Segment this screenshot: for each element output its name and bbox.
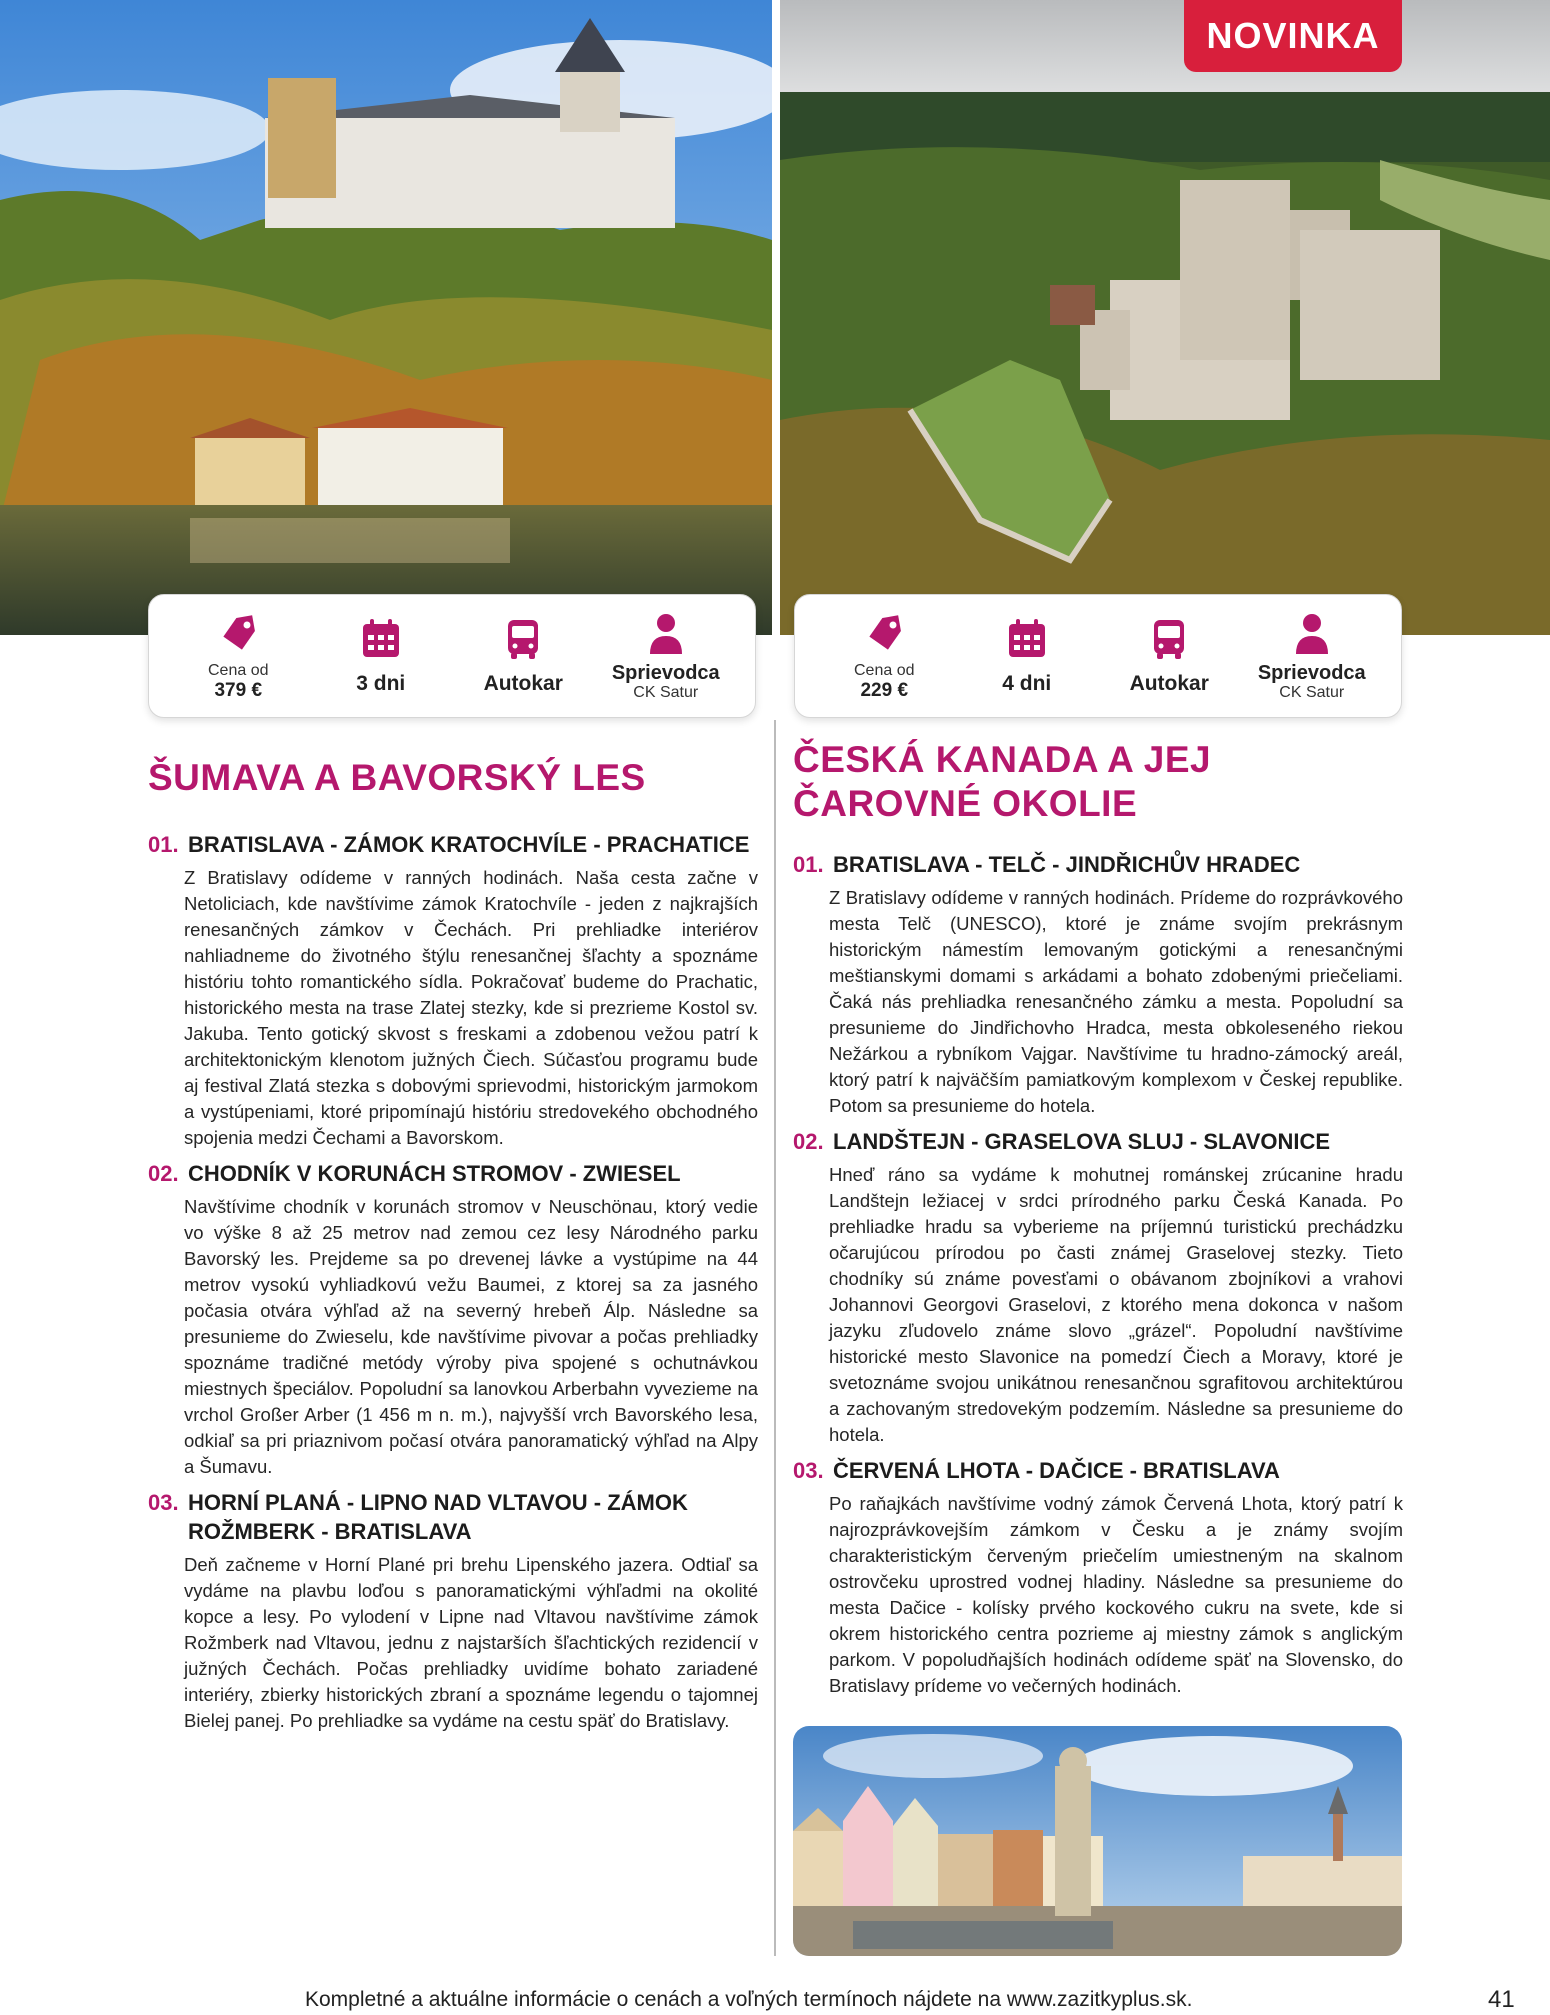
itinerary-day (148, 1488, 758, 1734)
left-tour-column (148, 756, 758, 1742)
new-badge: NOVINKA (1184, 0, 1402, 72)
price-info (814, 610, 954, 702)
day-description: Deň začneme v Horní Plané pri brehu Lipenského jazera. Odtiaľ sa vydáme na plavbu loďou s panoramatickými výhľadmi na okolité kopce a lesy. Po vylodení v Lipne nad Vltavou navštívime zámok Rožmberk nad Vltavou, jednu z najstarších šľachtických rezidencií v južných Čechách. Počas prehliadky uvidíme bohato zariadené interiéry, zbierky historických zbraní a spoznáme legendu o tajomnej Bielej panej. Po prehliadke sa vydáme na cestu späť do Bratislavy. (184, 1554, 758, 1731)
guide-info (596, 610, 736, 702)
day-description: Z Bratislavy odídeme v ranných hodinách. Prídeme do rozprávkového mesta Telč (UNESCO), ktoré je známe svojím prekrásnym historickým námestím lemovaným gotickými a renesančnými meštianskymi domami s arkádami a bohato zdobenými priečeliami. Čaká nás prehliadka renesančného zámku a mesta. Popoludní sa presunieme do Jindřichovho Hradca, mesta obkoleseného riekou Nežárkou a rybníkom Vajgar. Navštívime tu hradno-zámocký areál, ktorý patrí k najväčším pamiatkovým komplexom v Českej republike. Potom sa presunieme do hotela. (829, 887, 1403, 1116)
price-value: 229 € (860, 680, 909, 701)
tour-info-card-right (794, 594, 1402, 718)
day-number: 02. (148, 1161, 179, 1186)
tour-title: ČESKÁ KANADA A JEJ ČAROVNÉ OKOLIE (793, 739, 1212, 824)
guide-title: Sprievodca (1257, 662, 1366, 684)
day-description: Navštívime chodník v korunách stromov v Neuschönau, ktorý vedie vo výške 8 až 25 metrov nad zemou cez lesy Národného parku Bavorský les. Prejdeme sa po drevenej lávke a vystúpime na 44 metrov vysokú vyhliadkovú vežu Baumei, z ktorej sa za jasného počasia otvára výhľad až na severný hrebeň Álp. Následne sa presunieme do Zwieselu, kde navštívime pivovar a počas prehliadky spoznáme tradičné metódy výroby piva spojené s ochutnávkou miestnych špeciálov. Popoludní sa lanovkou Arberbahn vyvezieme na vrchol Großer Arber (1 456 m n. m.), najvyšší vrch Bavorského lesa, odkiaľ sa pri priaznivom počasí otvára panoramatický výhľad na Alpy a Šumavu. (184, 1196, 758, 1477)
duration-value: 3 dni (356, 672, 406, 695)
bus-icon (1146, 616, 1192, 662)
column-divider (774, 720, 776, 1956)
itinerary-day (793, 850, 1403, 1119)
guide-info (1242, 610, 1382, 702)
price-tag-icon (861, 610, 907, 656)
day-description: Po raňajkách navštívime vodný zámok Červená Lhota, ktorý patrí k najrozprávkovejším zámkom v Česku a je známy svojím charakteristickým červeným priečelím umiestneným na skalnom ostrovčeku uprostred vodnej hladiny. Následne sa presunieme do mesta Dačice - kolísky prvého kockového cukru na svete, kde si okrem historického centra pozrieme aj miestny zámok s anglickým parkom. V popoludňajších hodinách odídeme späť na Slovensko, do Bratislavy prídeme vo večerných hodinách. (829, 1493, 1403, 1696)
day-number: 03. (793, 1458, 824, 1483)
price-value: 379 € (214, 680, 263, 701)
transport-value: Autokar (483, 672, 563, 695)
day-number: 03. (148, 1490, 179, 1515)
itinerary-day (148, 1159, 758, 1480)
tour-title: ŠUMAVA A BAVORSKÝ LES (148, 757, 646, 798)
duration-value: 4 dni (1002, 672, 1052, 695)
day-number: 01. (148, 832, 179, 857)
person-icon (643, 610, 689, 656)
calendar-icon (1004, 616, 1050, 662)
right-tour-column (793, 738, 1403, 1707)
guide-title: Sprievodca (611, 662, 720, 684)
day-heading: LANDŠTEJN - GRASELOVA SLUJ - SLAVONICE (833, 1129, 1331, 1154)
day-heading: CHODNÍK V KORUNÁCH STROMOV - ZWIESEL (188, 1161, 681, 1186)
day-heading: ČERVENÁ LHOTA - DAČICE - BRATISLAVA (833, 1458, 1280, 1483)
duration-info (957, 616, 1097, 696)
transport-info (1099, 616, 1239, 696)
person-icon (1289, 610, 1335, 656)
tour-info-card-left (148, 594, 756, 718)
telc-square-photo (793, 1726, 1402, 1956)
price-info (168, 610, 308, 702)
day-heading: BRATISLAVA - ZÁMOK KRATOCHVÍLE - PRACHATICE (188, 832, 750, 857)
itinerary-day (793, 1456, 1403, 1699)
transport-info (453, 616, 593, 696)
day-number: 02. (793, 1129, 824, 1154)
price-label: Cena od (208, 662, 269, 679)
calendar-icon (358, 616, 404, 662)
guide-sub: CK Satur (1279, 684, 1345, 701)
transport-value: Autokar (1129, 672, 1209, 695)
price-tag-icon (215, 610, 261, 656)
day-heading: BRATISLAVA - TELČ - JINDŘICHŮV HRADEC (833, 852, 1301, 877)
castle-rozmberk-photo (0, 0, 772, 635)
guide-sub: CK Satur (633, 684, 699, 701)
landstejn-castle-photo (780, 0, 1550, 635)
bus-icon (500, 616, 546, 662)
day-number: 01. (793, 852, 824, 877)
itinerary-day (793, 1127, 1403, 1448)
duration-info (311, 616, 451, 696)
day-heading: HORNÍ PLANÁ - LIPNO NAD VLTAVOU - ZÁMOK ROŽMBERK - BRATISLAVA (188, 1490, 688, 1544)
page-number: 41 (1488, 1986, 1515, 2013)
itinerary-day (148, 830, 758, 1151)
photo-gap (772, 0, 780, 635)
price-label: Cena od (854, 662, 915, 679)
day-description: Z Bratislavy odídeme v ranných hodinách. Naša cesta začne v Netoliciach, kde navštívime zámok Kratochvíle - jeden z najkrajších renesančných zámkov v Čechách. Pri prehliadke interiérov nahliadneme do životného štýlu renesančnej šľachty a spoznáme históriu tohto romantického sídla. Pokračovať budeme do Prachatic, historického mesta na trase Zlatej stezky, kde si prezrieme Kostol sv. Jakuba. Tento gotický skvost s freskami a zdobenou vežou patrí k architektonickým klenotom južných Čiech. Súčasťou programu bude aj festival Zlatá stezka s dobovými sprievodmi, historickým jarmokom a vystúpeniami, ktoré pripomínajú históriu stredovekého obchodného spojenia medzi Čechami a Bavorskom. (184, 867, 758, 1148)
footer-note: Kompletné a aktuálne informácie o cenách a voľných termínoch nájdete na www.zazitkyplus.sk. (305, 1988, 1193, 2011)
day-description: Hneď ráno sa vydáme k mohutnej románskej zrúcanine hradu Landštejn ležiacej v srdci prírodného parku Česká Kanada. Po prehliadke hradu sa vyberieme na príjemnú turistickú prechádzku očarujúcou prírodou po časti známej Graselovej stezky. Tieto chodníky sú známe povesťami o obávanom zbojníkovi a vrahovi Johannovi Georgovi Graselovi, z ktorého mena dokonca v našom jazyku zľudovelo známe slovo „grázel“. Popoludní navštívime historické mesto Slavonice na pomedzí Čiech a Moravy, ktoré je svetoznáme svojou unikátnou renesančnou sgrafitovou architektúrou a zachovaným stredovekým podzemím. Následne sa presunieme do hotela. (829, 1164, 1403, 1445)
